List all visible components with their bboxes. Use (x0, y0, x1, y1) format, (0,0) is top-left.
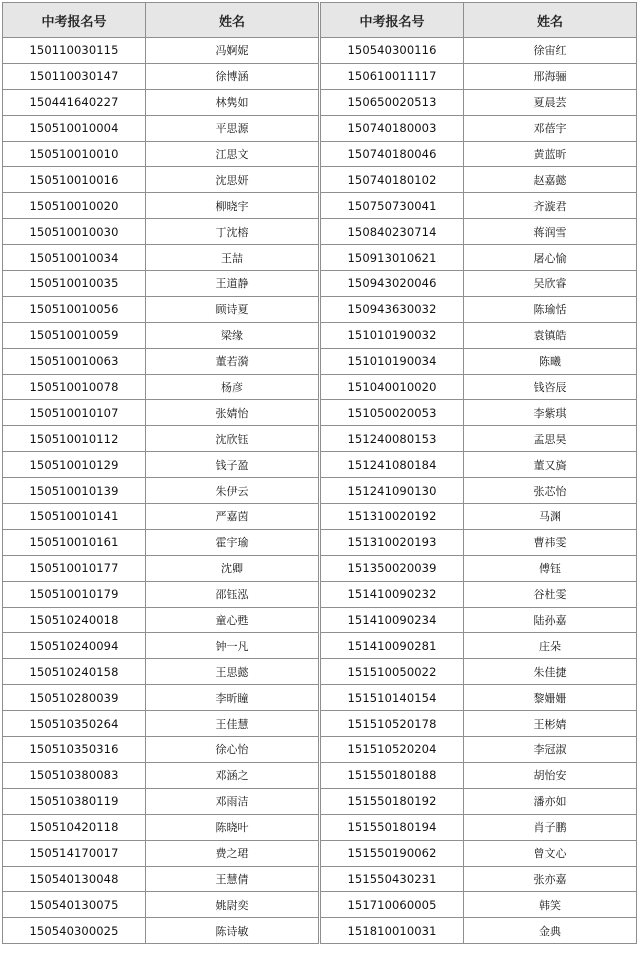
table-row (321, 296, 637, 322)
exam-id-cell: 150510010059 (3, 322, 146, 348)
exam-id-cell: 151510050022 (321, 659, 464, 685)
table-row (321, 504, 637, 530)
table-row (3, 219, 319, 245)
exam-id-cell: 150510420118 (3, 814, 146, 840)
student-name-cell: 柳晓宇 (146, 193, 319, 219)
student-name-cell: 林隽如 (146, 89, 319, 115)
student-name-cell: 曹祎雯 (464, 529, 637, 555)
student-name-cell: 吴欣睿 (464, 271, 637, 297)
student-name-cell: 沈思妍 (146, 167, 319, 193)
table-row (3, 322, 319, 348)
exam-id-cell: 151010190034 (321, 348, 464, 374)
table-row (321, 89, 637, 115)
table-row (3, 426, 319, 452)
exam-id-cell: 151510140154 (321, 685, 464, 711)
student-name-cell: 王慧倩 (146, 866, 319, 892)
exam-id-cell: 150750730041 (321, 193, 464, 219)
table-row (3, 63, 319, 89)
exam-id-cell: 151410090232 (321, 581, 464, 607)
exam-id-cell: 150540130075 (3, 892, 146, 918)
exam-id-cell: 151350020039 (321, 555, 464, 581)
table-row (321, 167, 637, 193)
exam-id-cell: 150510010139 (3, 478, 146, 504)
student-name-cell: 曾文心 (464, 840, 637, 866)
exam-id-cell: 150510010078 (3, 374, 146, 400)
table-row (321, 348, 637, 374)
table-row (3, 115, 319, 141)
student-name-cell: 王思懿 (146, 659, 319, 685)
exam-id-cell: 151310020193 (321, 529, 464, 555)
student-name-cell: 李昕瞳 (146, 685, 319, 711)
exam-id-cell: 150510010016 (3, 167, 146, 193)
student-name-cell: 徐宙红 (464, 38, 637, 64)
exam-id-cell: 151550190062 (321, 840, 464, 866)
student-name-cell: 邓蓓宇 (464, 115, 637, 141)
exam-id-cell: 151040010020 (321, 374, 464, 400)
table-row (3, 374, 319, 400)
table-row (321, 478, 637, 504)
student-name-cell: 张芯怡 (464, 478, 637, 504)
table-row (321, 685, 637, 711)
student-name-cell: 傅钰 (464, 555, 637, 581)
exam-id-cell: 150510010035 (3, 271, 146, 297)
student-name-cell: 庄朵 (464, 633, 637, 659)
table-row (3, 685, 319, 711)
exam-id-cell: 150510010112 (3, 426, 146, 452)
student-name-cell: 陈曦 (464, 348, 637, 374)
header-row (3, 3, 319, 38)
student-name-cell: 顾诗夏 (146, 296, 319, 322)
exam-id-cell: 150510010179 (3, 581, 146, 607)
exam-id-cell: 151510520178 (321, 711, 464, 737)
table-row (321, 374, 637, 400)
header-exam-id: 中考报名号 (321, 3, 464, 38)
student-name-cell: 邓雨洁 (146, 788, 319, 814)
exam-id-cell: 150510010161 (3, 529, 146, 555)
table-row (3, 659, 319, 685)
student-name-cell: 徐博涵 (146, 63, 319, 89)
exam-id-cell: 150510240018 (3, 607, 146, 633)
student-name-cell: 钱子盈 (146, 452, 319, 478)
student-name-cell: 张亦嘉 (464, 866, 637, 892)
student-name-cell: 冯婀妮 (146, 38, 319, 64)
student-name-cell: 陆孙嘉 (464, 607, 637, 633)
table-row (3, 296, 319, 322)
student-name-cell: 霍宇瑜 (146, 529, 319, 555)
table-row (321, 737, 637, 763)
exam-id-cell: 150514170017 (3, 840, 146, 866)
student-name-cell: 金典 (464, 918, 637, 944)
table-row (3, 892, 319, 918)
table-row (3, 762, 319, 788)
table-row (3, 711, 319, 737)
table-row (321, 892, 637, 918)
table-row (3, 866, 319, 892)
exam-id-cell: 151050020053 (321, 400, 464, 426)
table-row (3, 529, 319, 555)
student-name-cell: 潘亦如 (464, 788, 637, 814)
student-table-left (2, 2, 319, 944)
table-row (321, 452, 637, 478)
exam-id-cell: 150441640227 (3, 89, 146, 115)
student-table-right (320, 2, 637, 944)
student-name-cell: 董又旖 (464, 452, 637, 478)
exam-id-cell: 150510010010 (3, 141, 146, 167)
exam-id-cell: 150510010056 (3, 296, 146, 322)
exam-id-cell: 150510010107 (3, 400, 146, 426)
exam-id-cell: 151810010031 (321, 918, 464, 944)
table-row (321, 141, 637, 167)
table-row (321, 918, 637, 944)
student-name-cell: 张婧怡 (146, 400, 319, 426)
student-name-cell: 江思文 (146, 141, 319, 167)
student-name-cell: 齐漩君 (464, 193, 637, 219)
table-row (3, 193, 319, 219)
student-name-cell: 沈卿 (146, 555, 319, 581)
exam-id-cell: 150840230714 (321, 219, 464, 245)
student-name-cell: 平思源 (146, 115, 319, 141)
student-name-cell: 陈晓叶 (146, 814, 319, 840)
student-name-cell: 朱伊云 (146, 478, 319, 504)
student-name-cell: 屠心愉 (464, 245, 637, 271)
table-row (3, 89, 319, 115)
student-name-cell: 黎姗姗 (464, 685, 637, 711)
exam-id-cell: 150610011117 (321, 63, 464, 89)
student-name-cell: 王彬婧 (464, 711, 637, 737)
header-name: 姓名 (464, 3, 637, 38)
table-row (3, 141, 319, 167)
exam-id-cell: 150510010034 (3, 245, 146, 271)
student-name-cell: 谷杜雯 (464, 581, 637, 607)
exam-id-cell: 151510520204 (321, 737, 464, 763)
table-row (321, 711, 637, 737)
exam-id-cell: 151410090234 (321, 607, 464, 633)
table-row (321, 633, 637, 659)
header-row (321, 3, 637, 38)
table-row (3, 348, 319, 374)
exam-id-cell: 151550180188 (321, 762, 464, 788)
exam-id-cell: 150510010177 (3, 555, 146, 581)
table-row (321, 271, 637, 297)
table-row (321, 400, 637, 426)
table-row (321, 63, 637, 89)
student-name-cell: 赵嘉懿 (464, 167, 637, 193)
student-name-cell: 杨彦 (146, 374, 319, 400)
table-row (321, 581, 637, 607)
table-row (3, 581, 319, 607)
student-name-cell: 邓涵之 (146, 762, 319, 788)
table-row (3, 840, 319, 866)
student-name-cell: 沈欣钰 (146, 426, 319, 452)
student-name-cell: 李冠淑 (464, 737, 637, 763)
table-row (321, 426, 637, 452)
table-row (321, 245, 637, 271)
exam-id-cell: 150510350316 (3, 737, 146, 763)
table-row (3, 607, 319, 633)
student-name-cell: 王佳慧 (146, 711, 319, 737)
exam-id-cell: 150510240094 (3, 633, 146, 659)
table-row (321, 659, 637, 685)
student-name-cell: 钱咨辰 (464, 374, 637, 400)
exam-id-cell: 150650020513 (321, 89, 464, 115)
student-name-cell: 王道静 (146, 271, 319, 297)
table-row (321, 219, 637, 245)
table-row (3, 478, 319, 504)
student-name-cell: 邢海骊 (464, 63, 637, 89)
student-name-cell: 孟思昊 (464, 426, 637, 452)
table-row (3, 452, 319, 478)
exam-id-cell: 150740180003 (321, 115, 464, 141)
exam-id-cell: 150510010141 (3, 504, 146, 530)
table-row (3, 167, 319, 193)
student-name-cell: 梁缘 (146, 322, 319, 348)
table-row (3, 918, 319, 944)
header-exam-id: 中考报名号 (3, 3, 146, 38)
exam-id-cell: 150110030115 (3, 38, 146, 64)
table-row (321, 607, 637, 633)
table-row (3, 737, 319, 763)
exam-id-cell: 151241090130 (321, 478, 464, 504)
student-name-cell: 费之珺 (146, 840, 319, 866)
exam-id-cell: 151241080184 (321, 452, 464, 478)
student-name-cell: 肖子鹏 (464, 814, 637, 840)
student-name-cell: 韩笑 (464, 892, 637, 918)
exam-id-cell: 151710060005 (321, 892, 464, 918)
table-row (3, 555, 319, 581)
exam-id-cell: 151010190032 (321, 322, 464, 348)
table-row (321, 322, 637, 348)
exam-id-cell: 150110030147 (3, 63, 146, 89)
header-name: 姓名 (146, 3, 319, 38)
exam-id-cell: 150510380119 (3, 788, 146, 814)
student-name-cell: 李紫琪 (464, 400, 637, 426)
table-row (321, 115, 637, 141)
student-name-cell: 钟一凡 (146, 633, 319, 659)
table-row (321, 762, 637, 788)
exam-id-cell: 150510280039 (3, 685, 146, 711)
exam-id-cell: 150510240158 (3, 659, 146, 685)
student-name-cell: 胡怡安 (464, 762, 637, 788)
exam-id-cell: 150740180046 (321, 141, 464, 167)
table-row (321, 866, 637, 892)
exam-id-cell: 150510010129 (3, 452, 146, 478)
table-row (3, 633, 319, 659)
student-name-cell: 童心甦 (146, 607, 319, 633)
table-row (3, 400, 319, 426)
table-row (321, 529, 637, 555)
exam-id-cell: 151310020192 (321, 504, 464, 530)
exam-id-cell: 150540130048 (3, 866, 146, 892)
exam-id-cell: 151550180192 (321, 788, 464, 814)
table-row (3, 814, 319, 840)
exam-id-cell: 150540300025 (3, 918, 146, 944)
student-name-cell: 姚尉奕 (146, 892, 319, 918)
exam-id-cell: 150510010063 (3, 348, 146, 374)
exam-id-cell: 151550430231 (321, 866, 464, 892)
table-row (321, 38, 637, 64)
student-name-cell: 黄蓝昕 (464, 141, 637, 167)
student-name-cell: 朱佳捷 (464, 659, 637, 685)
exam-id-cell: 150510350264 (3, 711, 146, 737)
table-row (321, 788, 637, 814)
table-row (3, 245, 319, 271)
student-name-cell: 徐心怡 (146, 737, 319, 763)
student-name-cell: 王喆 (146, 245, 319, 271)
table-row (321, 840, 637, 866)
exam-id-cell: 151410090281 (321, 633, 464, 659)
exam-id-cell: 150510010030 (3, 219, 146, 245)
student-name-cell: 陈诗敏 (146, 918, 319, 944)
exam-id-cell: 150913010621 (321, 245, 464, 271)
exam-id-cell: 150510380083 (3, 762, 146, 788)
exam-id-cell: 150510010020 (3, 193, 146, 219)
table-row (321, 555, 637, 581)
student-name-cell: 严嘉茵 (146, 504, 319, 530)
student-name-cell: 夏晨芸 (464, 89, 637, 115)
student-name-cell: 袁镇皓 (464, 322, 637, 348)
table-row (3, 271, 319, 297)
student-name-cell: 陈瑜恬 (464, 296, 637, 322)
student-name-cell: 董若漪 (146, 348, 319, 374)
student-name-cell: 蒋润雪 (464, 219, 637, 245)
student-name-cell: 丁沈榕 (146, 219, 319, 245)
exam-id-cell: 150510010004 (3, 115, 146, 141)
student-name-cell: 马渊 (464, 504, 637, 530)
exam-id-cell: 150540300116 (321, 38, 464, 64)
table-row (321, 814, 637, 840)
exam-id-cell: 150943630032 (321, 296, 464, 322)
student-name-cell: 邵钰泓 (146, 581, 319, 607)
exam-id-cell: 151550180194 (321, 814, 464, 840)
exam-id-cell: 150740180102 (321, 167, 464, 193)
exam-id-cell: 151240080153 (321, 426, 464, 452)
exam-id-cell: 150943020046 (321, 271, 464, 297)
table-row (321, 193, 637, 219)
table-row (3, 38, 319, 64)
table-row (3, 788, 319, 814)
table-row (3, 504, 319, 530)
